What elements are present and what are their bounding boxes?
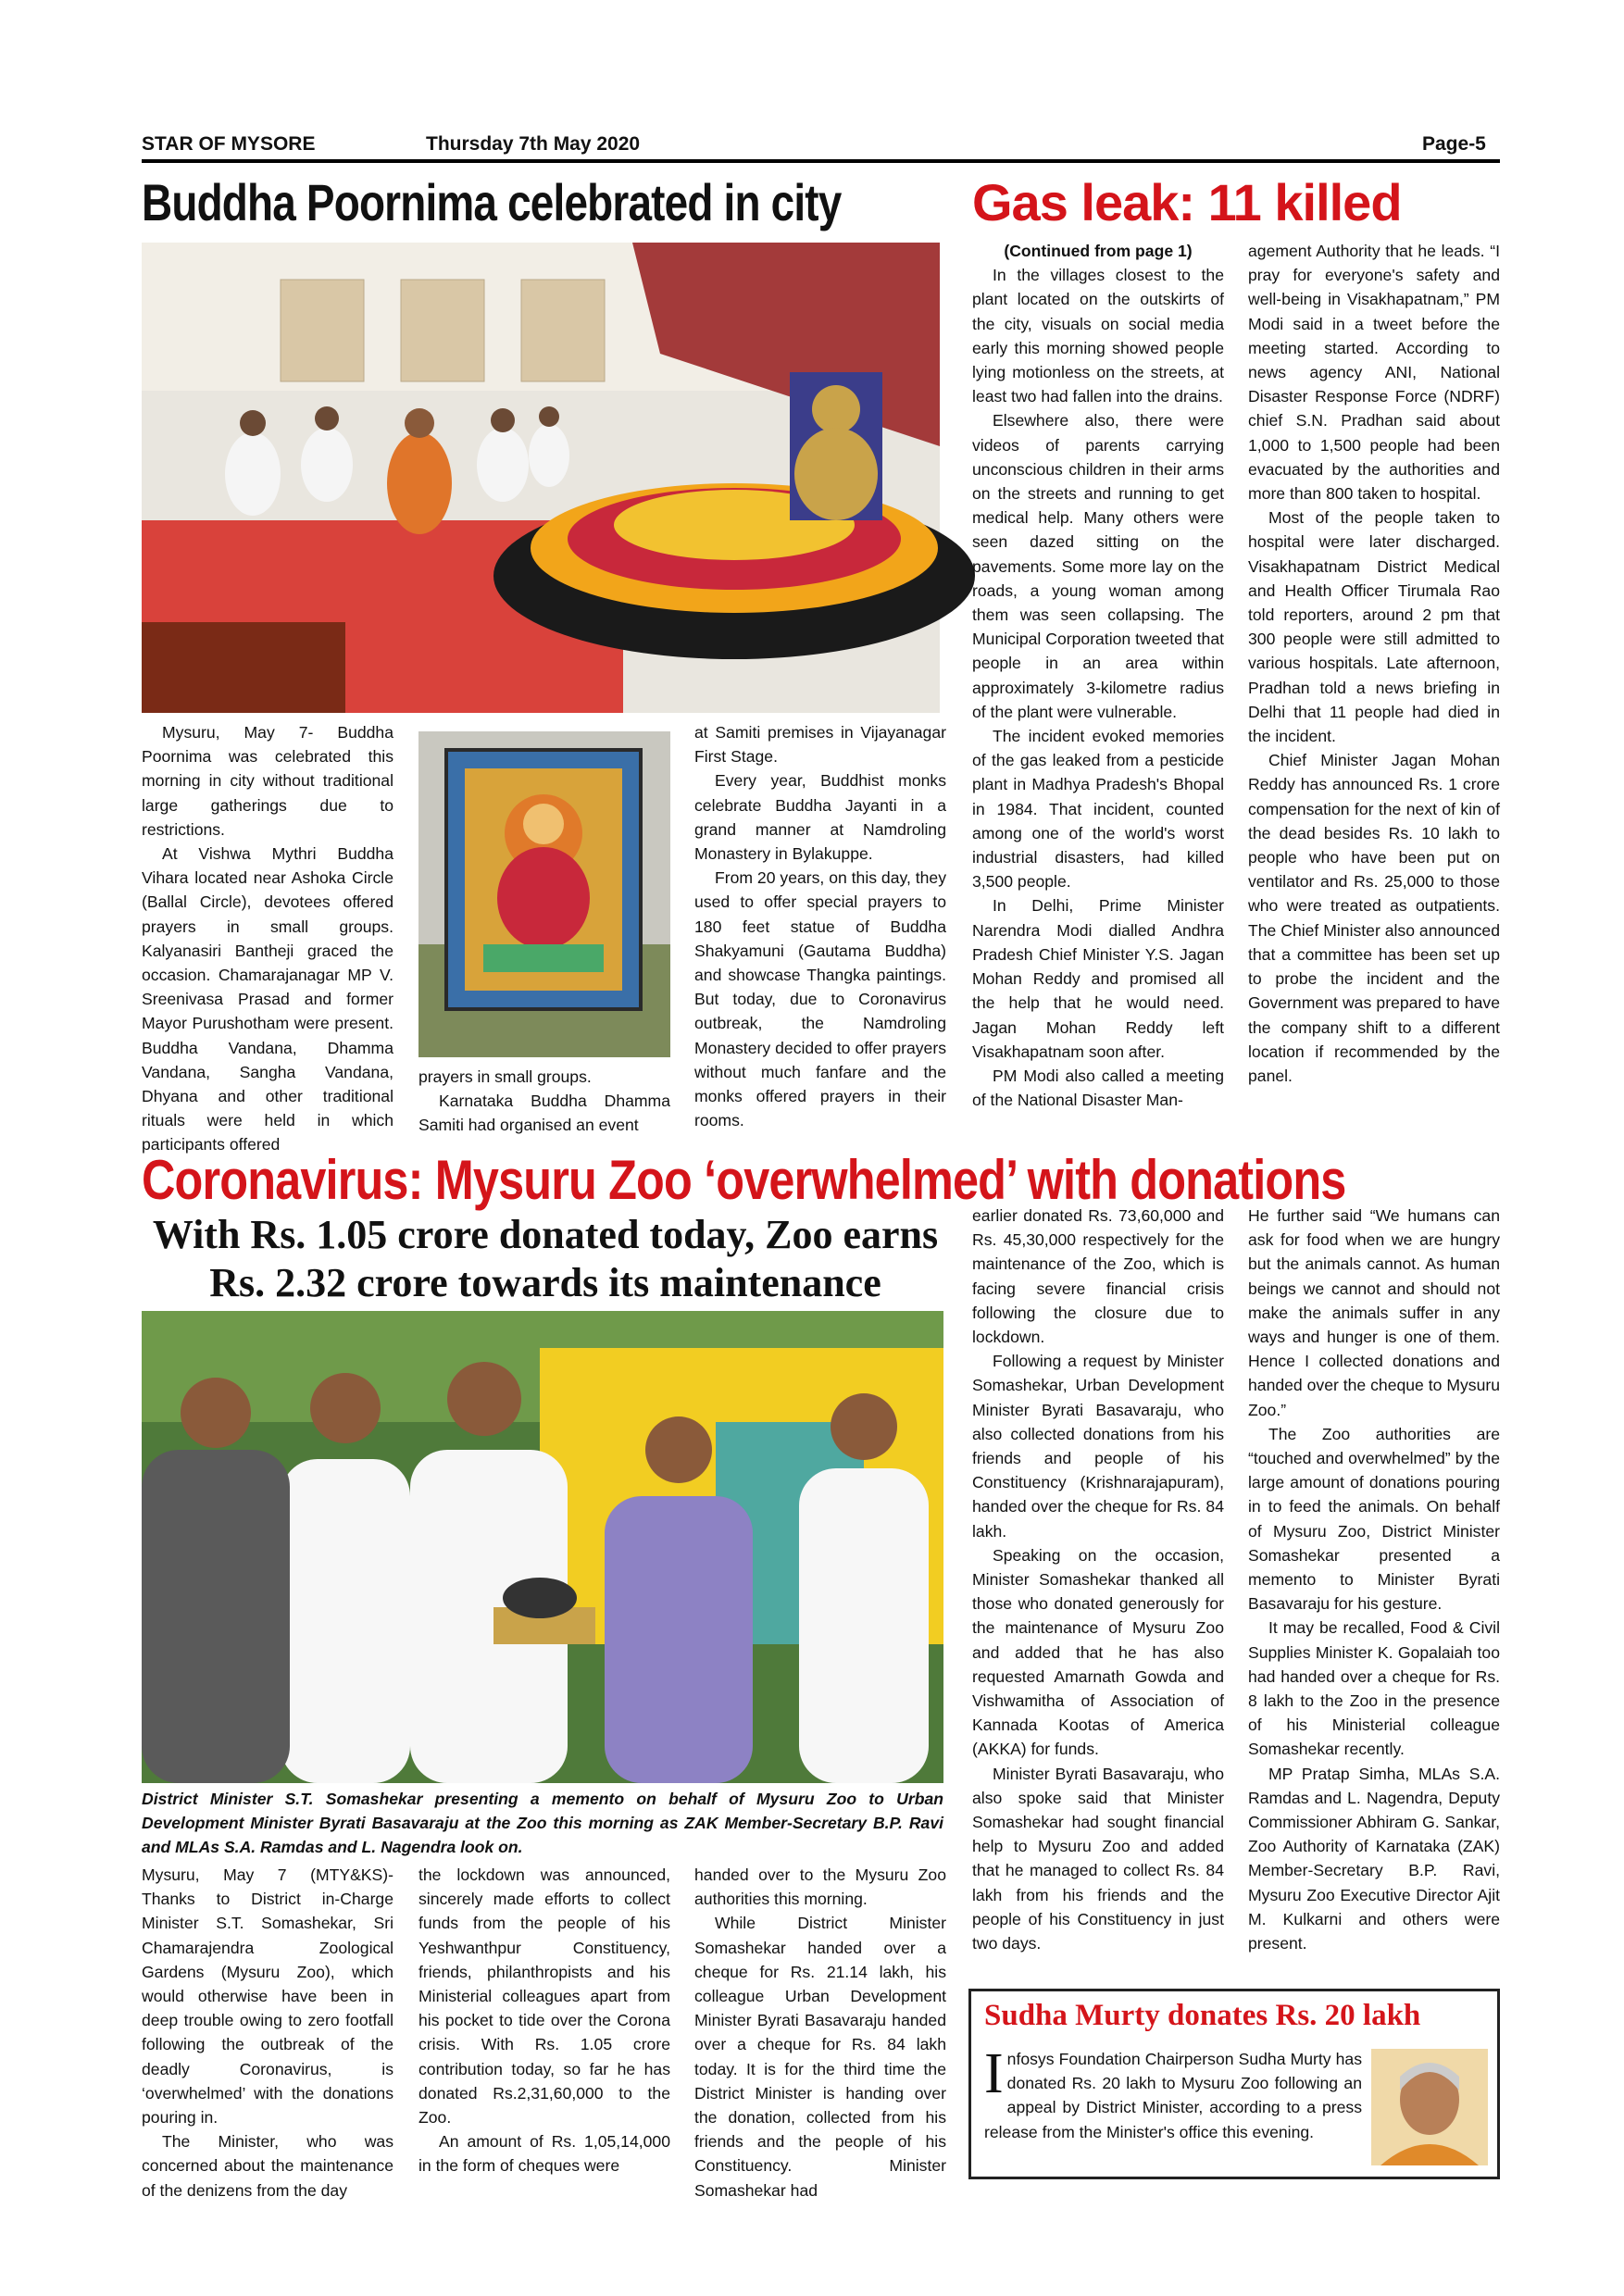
gas-column-1 (972, 239, 1224, 1139)
buddha-col1-para1: Mysuru, May 7- Buddha Poornima was celebrated this morning in city without traditional large gatherings due to restrictions. (142, 723, 394, 839)
masthead-rule (142, 159, 1500, 163)
zoo-column-1 (142, 1863, 394, 2200)
zoo-col5-para1: He further said “We humans can ask for food when we are hungry but the animals cannot. As human beings we cannot and should not make the animals suffer in any ways and hunger is one of them. Hence I collected donations and handed over the cheque to Mysuru Zoo.” (1248, 1206, 1500, 1419)
gas-headline: Gas leak: 11 killed (972, 173, 1402, 231)
zoo-column-3 (694, 1863, 946, 2200)
gas-col1-para1: In the villages closest to the plant located on the outskirts of the city, visuals on social media early this morning showed people lying motionless on the streets, at least two had fallen into the drains. (972, 266, 1224, 406)
sudha-murty-box (968, 1989, 1500, 2179)
zoo-col1-para2: The Minister, who was concerned about the maintenance of the denizens from the day (142, 2132, 394, 2200)
zoo-col4-para4: Minister Byrati Basavaraju, who also spoke said that Minister Somashekar had sought financial help to Mysuru Zoo and added that he managed to collect Rs. 84 lakh from his friends and the people of his Constituency in just two days. (972, 1764, 1224, 1953)
zoo-memento-photo (142, 1311, 943, 1783)
zoo-memento-illustration (142, 1311, 943, 1783)
zoo-subhead-line2: Rs. 2.32 crore towards its maintenance (209, 1260, 881, 1305)
zoo-col1-para1: Mysuru, May 7 (MTY&KS)- Thanks to District in-Charge Minister S.T. Somashekar, Sri Chamarajendra Zoological Gardens (Mysuru Zoo), which would otherwise have been in deep trouble owing to zero footfall following the outbreak of the deadly Coronavirus, is ‘overwhelmed’ with the donations pouring in. (142, 1866, 394, 2128)
zoo-col4-para2: Following a request by Minister Somashekar, Urban Development Minister Byrati Basavaraju, who also collected donations from his friends and people of his Constituency (Krishnarajapuram), handed over the cheque for Rs. 84 lakh. (972, 1352, 1224, 1541)
zoo-col5-para2: The Zoo authorities are “touched and overwhelmed” by the large amount of donations pouring in to feed the animals. On behalf of Mysuru Zoo, District Minister Somashekar presented a memento to Minister Byrati Basavaraju for his gesture. (1248, 1424, 1500, 1614)
zoo-column-4 (972, 1204, 1224, 1963)
gas-col1-para4: In Delhi, Prime Minister Narendra Modi dialled Andhra Pradesh Chief Minister Y.S. Jagan Mohan Reddy and promised all the help that he would need. Jagan Mohan Reddy left Visakhapatnam soon after. (972, 896, 1224, 1061)
zoo-photo-caption: District Minister S.T. Somashekar presenting a memento on behalf of Mysuru Zoo to Urban Development Minister Byrati Basavaraju at the Zoo this morning as ZAK Member-Secretary B.P. Ravi and MLAs S.A. Ramdas and L. Nagendra look on. (142, 1790, 943, 1856)
zoo-col5-para4: MP Pratap Simha, MLAs S.A. Ramdas and L. Nagendra, Deputy Commissioner Abhiram G. Sankar, Zoo Authority of Karnataka (ZAK) Member-Secretary B.P. Ravi, Mysuru Zoo Executive Director Ajit M. Kulkarni and others were present. (1248, 1764, 1500, 1953)
zoo-col3-para2: While District Minister Somashekar handed over a cheque for Rs. 21.14 lakh, his colleague Urban Development Minister Byrati Basavaraju handed over a cheque for Rs. 84 lakh today. It is for the third time the District Minister is handing over the donation, collected from his friends and the people of his Constituency. Minister Somashekar had (694, 1914, 946, 2200)
gas-col1-para5: PM Modi also called a meeting of the National Disaster Man- (972, 1066, 1224, 1110)
buddha-column-2 (418, 1065, 670, 1139)
buddha-col2-para2: Karnataka Buddha Dhamma Samiti had organised an event (418, 1092, 670, 1135)
gas-col2-para3: Chief Minister Jagan Mohan Reddy has announced Rs. 1 crore compensation for the next of kin of the dead besides Rs. 10 lakh to people who have been put on ventilator and Rs. 25,000 to those who were treated as outpatients. The Chief Minister also announced that a committee has been set up to probe the incident and the Government was prepared to have the company shift to a different location if recommended by the panel. (1248, 751, 1500, 1085)
thangka-photo (418, 731, 670, 1057)
buddha-col2-para1: prayers in small groups. (418, 1067, 592, 1086)
sudha-box-text (984, 2042, 1362, 2177)
sudha-box-title: Sudha Murty donates Rs. 20 lakh (984, 1999, 1421, 2032)
zoo-col4-para3: Speaking on the occasion, Minister Somashekar thanked all those who donated generously for the maintenance of Mysuru Zoo and added that he has also requested Amarnath Gowda and Vishwamitha of Association of Kannada Kootas of America (AKKA) for funds. (972, 1545, 1224, 1759)
thangka-illustration (418, 731, 670, 1057)
buddha-vihara-illustration (142, 243, 940, 713)
gas-col2-para1: agement Authority that he leads. “I pray for everyone's safety and well-being in Visakhapatnam,” PM Modi said in a tweet before the meeting started. According to news agency ANI, National Disaster Response Force (NDRF) chief S.N. Pradhan said about 1,000 to 1,500 people had been evacuated by the authorities and more than 800 taken to hospital. (1248, 242, 1500, 504)
zoo-col5-para3: It may be recalled, Food & Civil Supplies Minister K. Gopalaiah too had handed over a cheque for Rs. 8 lakh to the Zoo in the presence of his Ministerial colleague Somashekar recently. (1248, 1618, 1500, 1759)
continued-note: (Continued from page 1) (1004, 242, 1193, 260)
buddha-headline: Buddha Poornima celebrated in city (142, 173, 842, 231)
sudha-portrait-illustration (1371, 2049, 1488, 2165)
buddha-col3-para2: Every year, Buddhist monks celebrate Buddha Jayanti in a grand manner at Namdroling Monastery in Bylakuppe. (694, 771, 946, 864)
zoo-subhead-line1: With Rs. 1.05 crore donated today, Zoo earns (152, 1212, 939, 1257)
zoo-col2-para1: the lockdown was announced, sincerely made efforts to collect funds from the people of his Yeshwanthpur Constituency, friends, philanthropists and his Ministerial colleagues apart from his pocket to tide over the Corona crisis. With Rs. 1.05 crore contribution today, so far he has donated Rs.2,31,60,000 to the Zoo. (418, 1866, 670, 2128)
zoo-headline: Coronavirus: Mysuru Zoo ‘overwhelmed’ with donations (142, 1149, 1346, 1211)
issue-date: Thursday 7th May 2020 (426, 133, 641, 155)
gas-col2-para2: Most of the people taken to hospital were later discharged. Visakhapatnam District Medical and Health Officer Tirumala Rao told reporters, around 2 pm that 300 people were still admitted to various hospitals. Late afternoon, Pradhan told a news briefing in Delhi that 11 people had died in the incident. (1248, 508, 1500, 746)
zoo-column-2 (418, 1863, 670, 2176)
sudha-body: nfosys Foundation Chairperson Sudha Murty has donated Rs. 20 lakh to Mysuru Zoo following an appeal by District Minister, according to a press release from the Minister's office this evening. (984, 2050, 1362, 2141)
sudha-dropcap: I (984, 2042, 1004, 2105)
gas-column-2 (1248, 239, 1500, 1139)
buddha-col3-para1: at Samiti premises in Vijayanagar First Stage. (694, 723, 946, 767)
gas-col1-para3: The incident evoked memories of the gas leaked from a pesticide plant in Madhya Pradesh's Bhopal in 1984. That incident, counted among one of the world's worst industrial disasters, had killed 3,500 people. (972, 727, 1224, 892)
page-number: Page-5 (1422, 133, 1486, 155)
zoo-column-5 (1248, 1204, 1500, 1963)
buddha-column-3 (694, 720, 946, 1137)
paper-name: STAR OF MYSORE (142, 133, 316, 155)
zoo-col2-para2: An amount of Rs. 1,05,14,000 in the form of cheques were (418, 2132, 670, 2176)
buddha-column-1 (142, 720, 394, 1154)
zoo-col3-para1: handed over to the Mysuru Zoo authorities this morning. (694, 1866, 946, 1909)
zoo-col4-para1: earlier donated Rs. 73,60,000 and Rs. 45,30,000 respectively for the maintenance of the Zoo, which is facing severe financial crisis following the closure due to lockdown. (972, 1206, 1224, 1347)
gas-col1-para2: Elsewhere also, there were videos of parents carrying unconscious children in their arms on the streets and running to get medical help. Many others were seen dazed sitting on the pavements. Some more lay on the roads, a young woman among them was seen collapsing. The Municipal Corporation tweeted that people in an area within approximately 3-kilometre radius of the plant were vulnerable. (972, 411, 1224, 721)
buddha-vihara-photo (142, 243, 940, 713)
buddha-col1-para2: At Vishwa Mythri Buddha Vihara located near Ashoka Circle (Ballal Circle), devotees offered prayers in small groups. Kalyanasiri Bantheji graced the occasion. Chamarajanagar MP V. Sreenivasa Prasad and former Mayor Purushotham were present. Buddha Vandana, Dhamma Vandana, Sangha Vandana, Dhyana and other traditional rituals were held in which participants offered (142, 844, 394, 1154)
sudha-murty-photo (1371, 2049, 1488, 2165)
buddha-col3-para3: From 20 years, on this day, they used to offer special prayers to 180 feet statue of Buddha Shakyamuni (Gautama Buddha) and showcase Thangka paintings. But today, due to Coronavirus outbreak, the Namdroling Monastery decided to offer prayers without much fanfare and the monks offered prayers in their rooms. (694, 868, 947, 1130)
